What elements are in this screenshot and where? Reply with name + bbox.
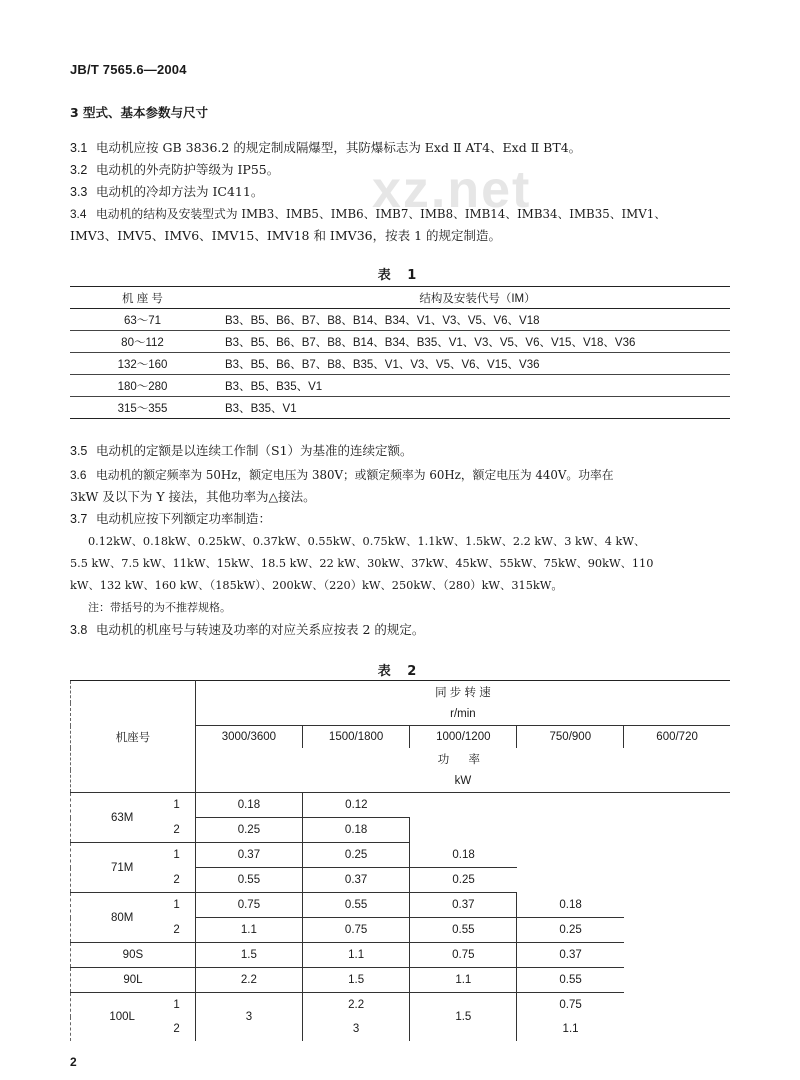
table2-body — [71, 793, 731, 1042]
frame-variant: 2 — [173, 918, 195, 943]
power-value — [517, 818, 624, 843]
power-value: 0.75 — [303, 918, 410, 943]
power-value: 0.37 — [410, 893, 517, 918]
clause-number: 3.3 — [70, 185, 88, 199]
page-number: 2 — [70, 1055, 77, 1069]
mounting-codes: B3、B5、B6、B7、B8、B14、B34、V1、V3、V5、V6、V18 — [215, 309, 730, 331]
power-value: 0.12 — [303, 793, 410, 818]
clause-text: 电动机的外壳防护等级为 IP55。 — [96, 162, 280, 177]
clause-number: 3.2 — [70, 163, 88, 177]
clause-number: 3.7 — [70, 512, 88, 526]
clause-text: 电动机的结构及安装型式为 IMB3、IMB5、IMB6、IMB7、IMB8、IMB14、IMB34、IMB35、IMV1、 — [96, 207, 667, 221]
power-value: 2.2 — [303, 993, 410, 1018]
mounting-codes: B3、B5、B6、B7、B8、B14、B34、B35、V1、V3、V5、V6、V15、V18、V36 — [215, 331, 730, 353]
clause-3-4 — [70, 203, 740, 225]
clause-text: 电动机的定额是以连续工作制（S1）为基准的连续定额。 — [96, 443, 413, 458]
power-value: 3 — [195, 993, 302, 1042]
clause-number: 3.8 — [70, 623, 88, 637]
frame-63m: 63M — [71, 793, 174, 843]
power-value — [410, 793, 517, 818]
power-value: 0.37 — [517, 943, 624, 968]
power-value — [624, 943, 730, 968]
clause-3-6 — [70, 464, 740, 486]
power-list-line-1: 0.12kW、0.18kW、0.25kW、0.37kW、0.55kW、0.75kW、1.1kW、1.5kW、2.2 kW、3 kW、4 kW、 — [88, 535, 646, 548]
clause-3-6-continued: 3kW 及以下为 Y 接法，其他功率为△接法。 — [70, 489, 316, 504]
speed-3000: 3000/3600 — [195, 726, 302, 749]
header-speed-unit: r/min — [195, 703, 730, 726]
clause-number: 3.5 — [70, 444, 88, 458]
power-value: 0.37 — [195, 843, 302, 868]
power-value — [517, 868, 624, 893]
power-value: 0.55 — [303, 893, 410, 918]
frame-100l: 100L — [71, 993, 174, 1042]
clause-number: 3.1 — [70, 141, 88, 155]
power-list-line-3: kW、132 kW、160 kW、（185kW）、200kW、（220）kW、250kW、（280）kW、315kW。 — [70, 579, 563, 592]
power-value: 0.25 — [195, 818, 302, 843]
power-value: 0.18 — [410, 843, 517, 868]
power-value: 1.5 — [410, 993, 517, 1042]
power-value: 1.5 — [195, 943, 302, 968]
clause-text: 电动机的额定频率为 50Hz，额定电压为 380V；或额定频率为 60Hz，额定电压为 440V。功率在 — [96, 468, 614, 482]
power-value: 0.25 — [517, 918, 624, 943]
frame-range: 132～160 — [70, 353, 215, 375]
frame-variant: 1 — [173, 993, 195, 1018]
header-power: 功 率 — [437, 754, 488, 766]
power-value: 0.18 — [517, 893, 624, 918]
speed-1500: 1500/1800 — [303, 726, 410, 749]
table1-mounting-types — [70, 286, 730, 419]
power-value: 3 — [303, 1017, 410, 1041]
standard-code: JB/T 7565.6—2004 — [70, 62, 187, 77]
power-value: 0.37 — [303, 868, 410, 893]
watermark: xz.net — [372, 161, 532, 219]
power-value: 0.18 — [303, 818, 410, 843]
mounting-codes: B3、B5、B6、B7、B8、B35、V1、V3、V5、V6、V15、V36 — [215, 353, 730, 375]
frame-variant: 2 — [173, 1017, 195, 1041]
frame-variant: 2 — [173, 868, 195, 893]
power-value — [410, 818, 517, 843]
header-sync-speed: 同 步 转 速 — [195, 681, 730, 704]
frame-variant: 1 — [173, 843, 195, 868]
header-frame-size: 机 座 号 — [70, 287, 215, 309]
clause-text: 电动机的冷却方法为 IC411。 — [96, 184, 264, 199]
table-row — [70, 309, 730, 331]
power-list-line-2: 5.5 kW、7.5 kW、11kW、15kW、18.5 kW、22 kW、30kW、37kW、45kW、55kW、75kW、90kW、110 — [70, 557, 654, 570]
clause-3-4-continued: IMV3、IMV5、IMV6、IMV15、IMV18 和 IMV36，按表 1 的规定制造。 — [70, 228, 502, 243]
power-value — [624, 993, 730, 1018]
frame-variant: 1 — [173, 793, 195, 818]
clause-number: 3.4 — [70, 207, 87, 221]
power-value — [624, 968, 730, 993]
clause-3-7 — [70, 508, 740, 530]
mounting-codes: B3、B35、V1 — [215, 397, 730, 419]
header-frame-number: 机座号 — [71, 681, 196, 793]
power-value: 1.1 — [195, 918, 302, 943]
power-list-note: 注：带括号的为不推荐规格。 — [88, 601, 231, 614]
power-value — [624, 893, 730, 918]
table1-title: 表 1 — [377, 268, 423, 283]
table-row — [70, 375, 730, 397]
power-value — [624, 818, 730, 843]
power-value: 0.75 — [195, 893, 302, 918]
section-heading: 3 型式、基本参数与尺寸 — [70, 105, 209, 120]
clause-number: 3.6 — [70, 468, 87, 482]
clause-3-2 — [70, 159, 740, 181]
mounting-codes: B3、B5、B35、V1 — [215, 375, 730, 397]
frame-variant: 1 — [173, 893, 195, 918]
power-value: 0.75 — [559, 999, 582, 1011]
power-value — [517, 793, 624, 818]
table2-title: 表 2 — [377, 664, 423, 679]
power-value: 2.2 — [195, 968, 302, 993]
speed-1000: 1000/1200 — [410, 726, 517, 749]
clause-3-8 — [70, 619, 740, 641]
table-row — [70, 353, 730, 375]
frame-range: 180～280 — [70, 375, 215, 397]
power-value — [624, 868, 730, 893]
power-value: 0.55 — [410, 918, 517, 943]
power-value — [624, 843, 730, 868]
power-value: 0.75 — [410, 943, 517, 968]
table-row — [70, 331, 730, 353]
header-power-unit: kW — [195, 770, 730, 793]
frame-71m: 71M — [71, 843, 174, 893]
clause-text: 电动机应按 GB 3836.2 的规定制成隔爆型，其防爆标志为 Exd Ⅱ AT4、Exd Ⅱ BT4。 — [96, 140, 582, 155]
power-value: 1.1 — [303, 943, 410, 968]
clause-text: 电动机的机座号与转速及功率的对应关系应按表 2 的规定。 — [96, 622, 425, 637]
power-value: 0.25 — [303, 843, 410, 868]
speed-600: 600/720 — [656, 731, 698, 743]
frame-90l: 90L — [71, 968, 196, 993]
speed-750: 750/900 — [517, 726, 624, 749]
power-value — [624, 793, 730, 818]
frame-80m: 80M — [71, 893, 174, 943]
header-mounting-code: 结构及安装代号（IM） — [215, 287, 730, 309]
power-value: 0.18 — [195, 793, 302, 818]
frame-range: 63～71 — [70, 309, 215, 331]
power-value: 1.1 — [410, 968, 517, 993]
clause-text: 电动机应按下列额定功率制造： — [96, 511, 272, 526]
clause-3-1 — [70, 137, 740, 159]
frame-range: 80～112 — [70, 331, 215, 353]
power-value: 0.55 — [195, 868, 302, 893]
power-value — [624, 1017, 730, 1041]
table-row — [70, 397, 730, 419]
table2-frame-speed-power — [70, 680, 730, 1041]
power-value: 0.25 — [410, 868, 517, 893]
power-value: 0.55 — [517, 968, 624, 993]
clause-3-5 — [70, 440, 740, 462]
frame-90s: 90S — [71, 943, 196, 968]
frame-range: 315～355 — [70, 397, 215, 419]
clause-3-3 — [70, 181, 740, 203]
power-value: 1.5 — [303, 968, 410, 993]
table-header-row — [70, 287, 730, 309]
frame-variant: 2 — [173, 818, 195, 843]
power-value — [624, 918, 730, 943]
power-value — [517, 843, 624, 868]
power-value: 1.1 — [562, 1023, 579, 1035]
